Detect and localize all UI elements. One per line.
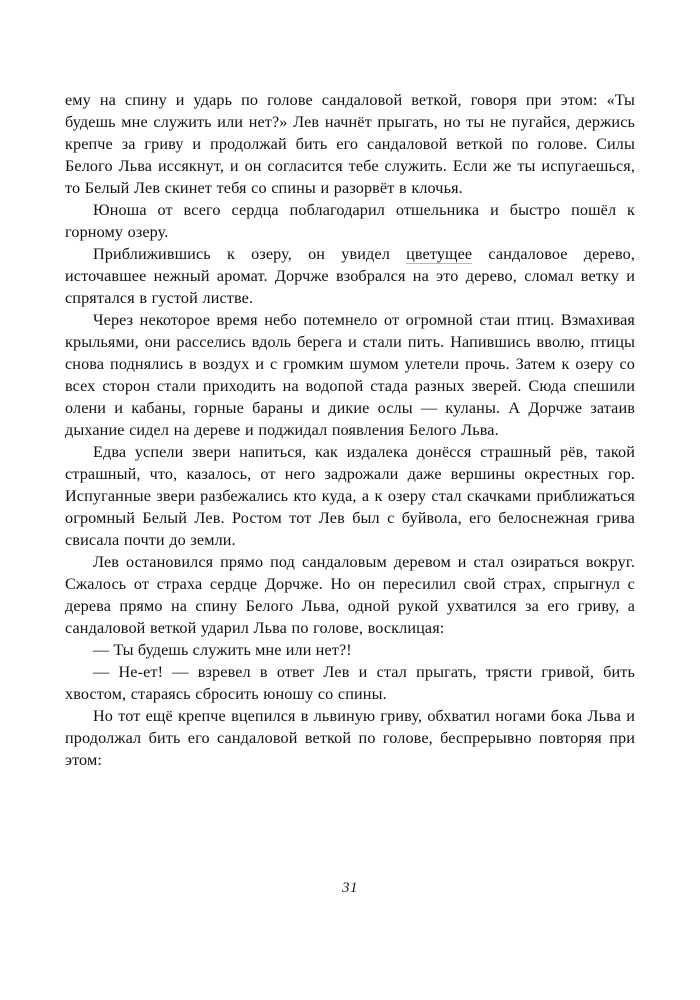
paragraph-tighter-grip: Но тот ещё крепче вцепился в львиную гриву, обхватил ногами бока Льва и продолжал бить его сандаловой веткой по голове, беспрерывно повторяя при этом: <box>65 707 635 769</box>
paragraph-youth-thanks-hermit: Юноша от всего сердца поблагодарил отшельника и быстро пошёл к горному озеру. <box>65 201 635 241</box>
page-text-block <box>65 89 635 771</box>
dialogue-line-question: — Ты будешь служить мне или нет?! <box>93 641 352 659</box>
paragraph-continued-from-previous-page: ему на спину и ударь по голове сандаловой веткой, говоря при этом: «Ты будешь мне служить или нет?» Лев начнёт прыгать, но ты не пугайся, держись крепче за гриву и продолжай бить его сандаловой веткой по голове. Силы Белого Льва иссякнут, и он согласится тебе служить. Если же ты испугаешься, то Белый Лев скинет тебя со спины и разорвёт в клочья. <box>65 91 635 197</box>
page-number: 31 <box>342 880 358 896</box>
paragraph-flock-of-birds-and-animals: Через некоторое время небо потемнело от огромной стаи птиц. Взмахивая крыльями, они расселись вдоль берега и стали пить. Напившись вволю, птицы снова поднялись в воздух и с громким шумом улетели прочь. Затем к озеру со всех сторон стали приходить на водопой стада разных зверей. Сюда спешили олени и кабаны, горные бараны и дикие ослы — куланы. А Дорчже затаив дыхание сидел на дереве и поджидал появления Белого Льва. <box>65 311 635 439</box>
pencil-underlined-word: цветущее <box>406 245 473 263</box>
paragraph-terrible-roar: Едва успели звери напиться, как издалека донёсся страшный рёв, такой страшный, что, казалось, от него задрожали даже вершины окрестных гор. Испуганные звери разбежались кто куда, а к озеру стал скачками приближаться огромный Белый Лев. Ростом тот Лев был с буйвола, его белоснежная грива свисала почти до земли. <box>65 443 635 549</box>
sandalwood-text-after-marked-word: сандаловое дерево, источавшее нежный аромат. Дорчже взобрался на это дерево, сломал ветку и спрятался в густой листве. <box>65 245 635 307</box>
paragraph-jump-onto-lion: Лев остановился прямо под сандаловым деревом и стал озираться вокруг. Сжалось от страха сердце Дорчже. Но он пересилил свой страх, спрыгнул с дерева прямо на спину Белого Льва, одной рукой ухватился за его гриву, а сандаловой веткой ударил Льва по голове, восклицая: <box>65 553 635 637</box>
dialogue-line-answer: — Не-ет! — взревел в ответ Лев и стал прыгать, трясти гривой, бить хвостом, стараясь сбросить юношу со спины. <box>65 663 635 703</box>
sandalwood-text-before-marked-word: Приближившись к озеру, он увидел <box>93 245 407 263</box>
paragraph-sandalwood-tree <box>65 243 635 309</box>
